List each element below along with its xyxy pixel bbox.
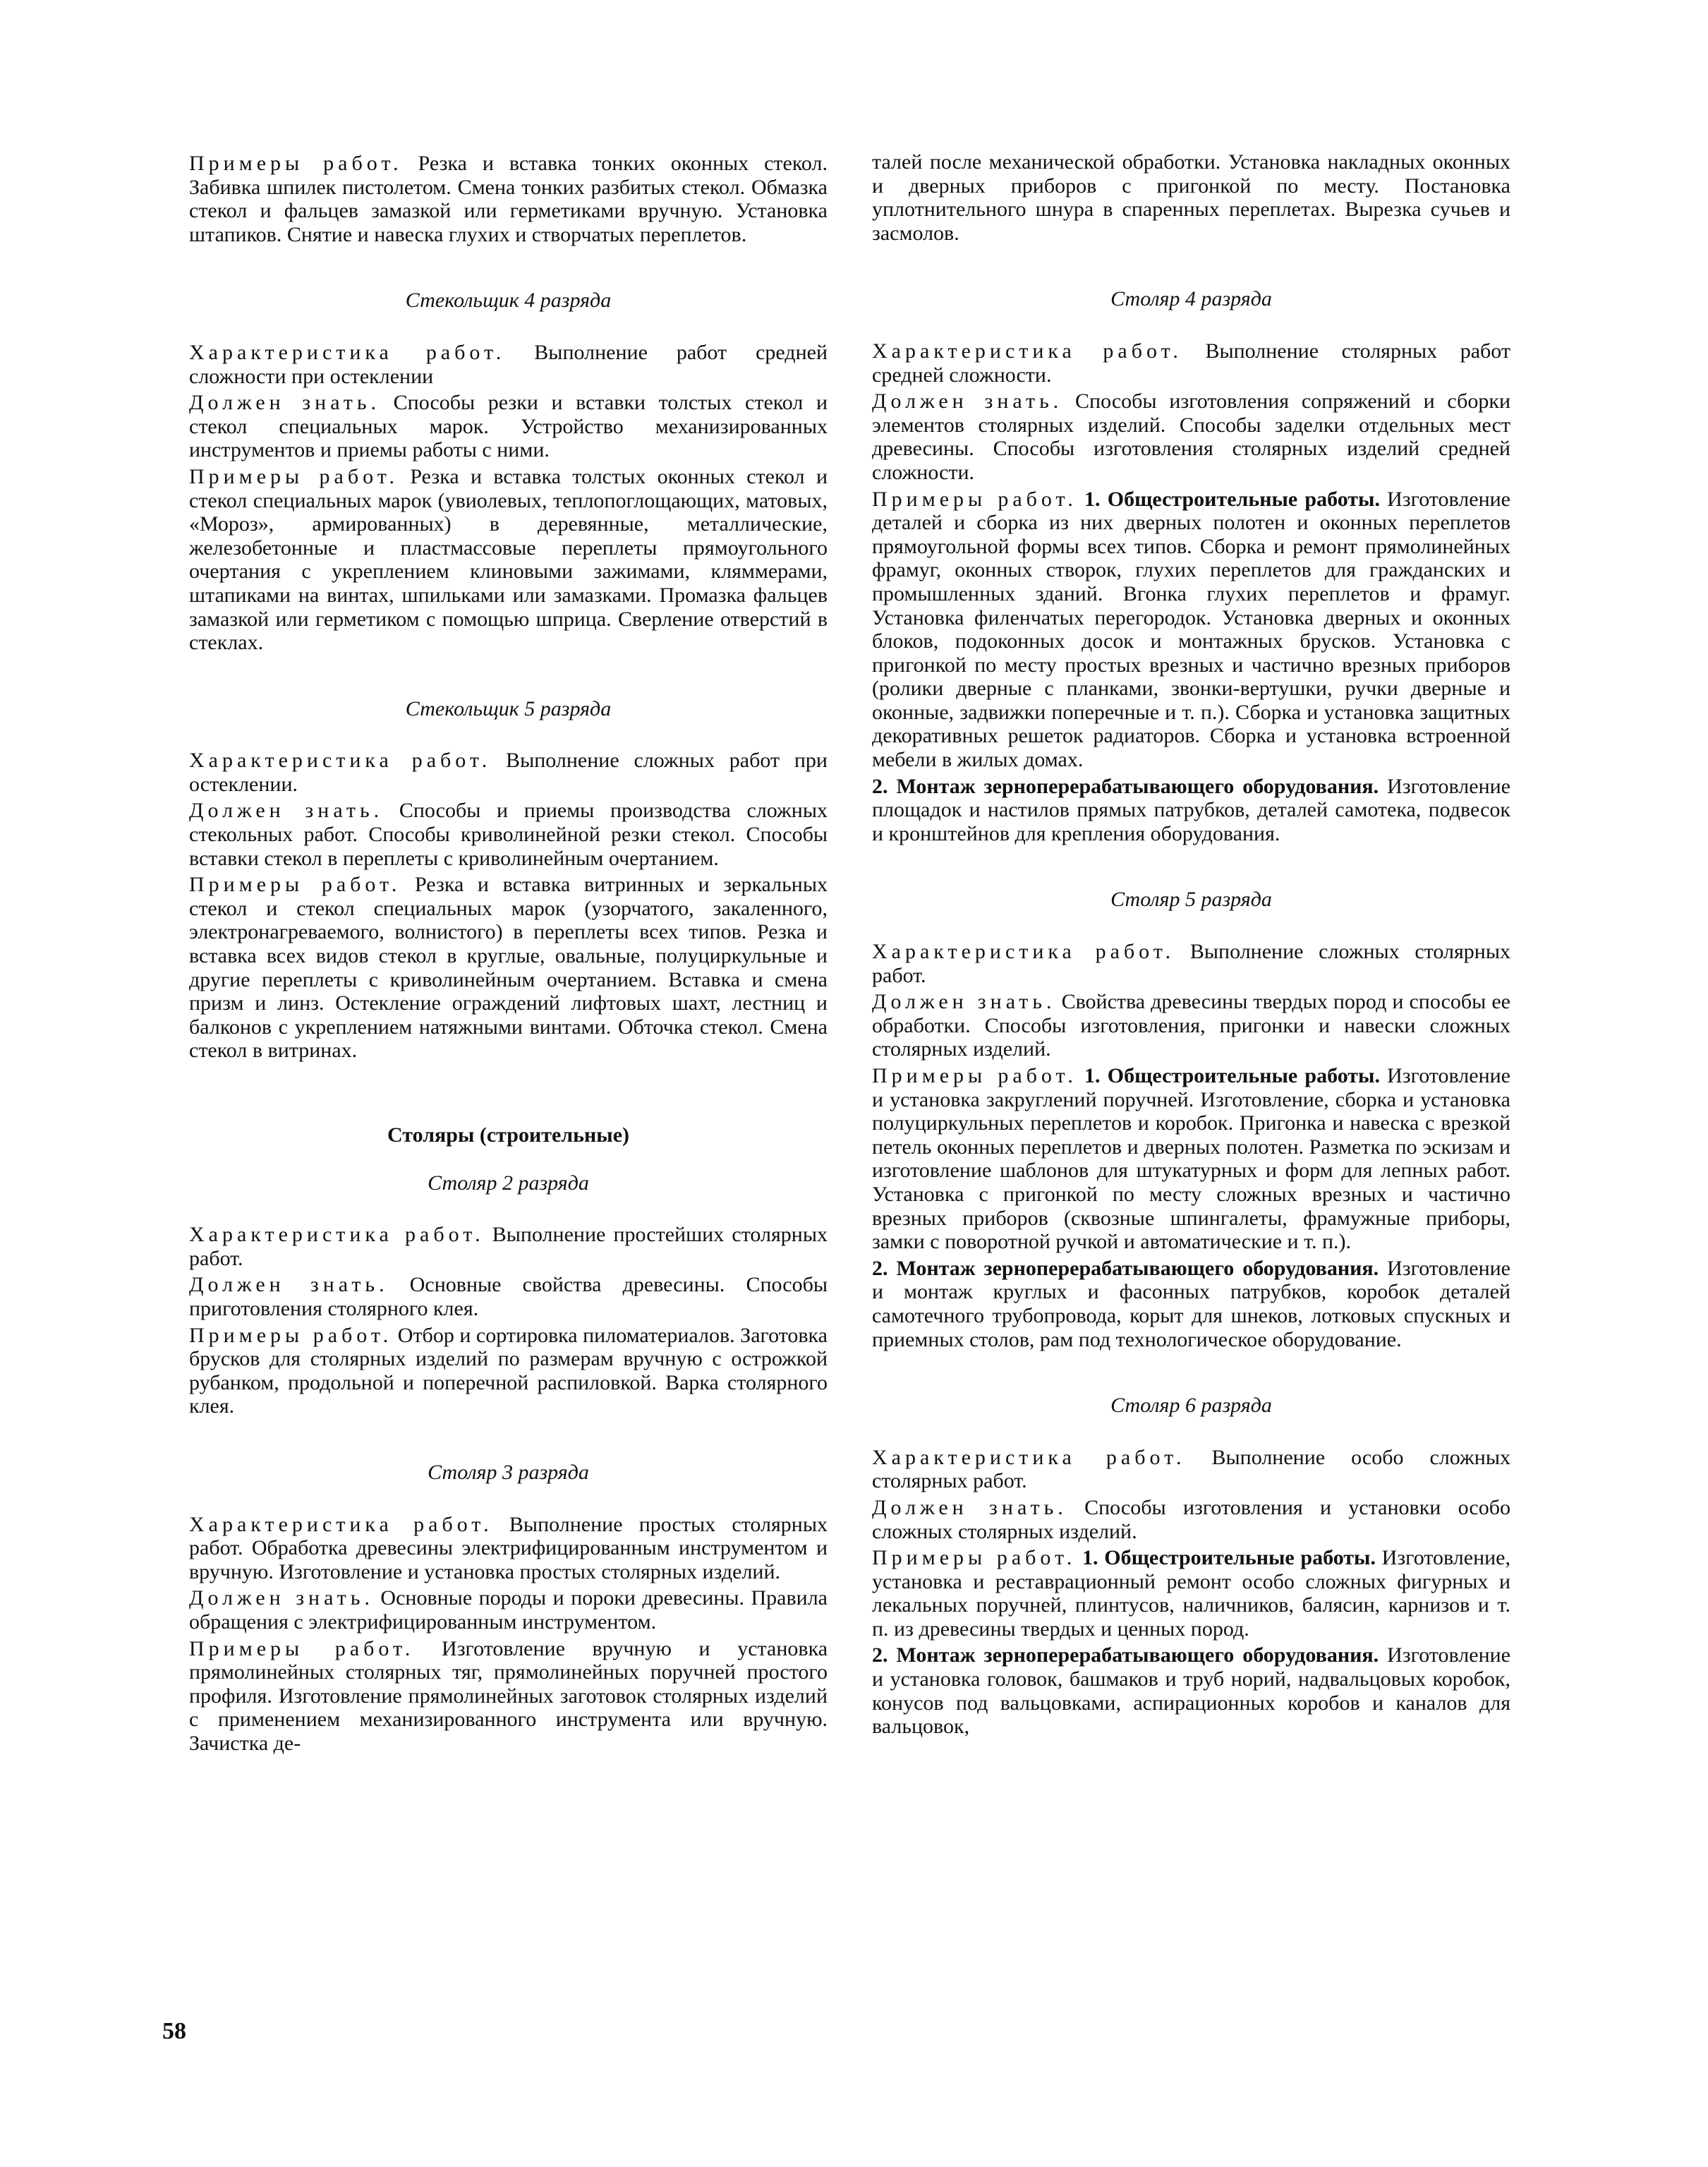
spaced-lead: Характеристика работ.	[189, 749, 492, 773]
paragraph-text: Резка и вставка толстых оконных стекол и стекол специальных марок (увиолевых, теплопоглощающих, матовых, «Мороз», армированных) в деревянные, металлические, железобетонные и пластмассовые переплеты прямоугольного очертания с укреплением клиновыми зажимами, кляммерами, штапиками на винтах, шпильками или замазками. Промазка фальцев замазкой или герметиком с помощью шприца. Сверление отверстий в стеклах.	[189, 464, 828, 655]
paragraph-text: Выполнение столярных работ средней сложности.	[872, 339, 1510, 387]
spaced-lead: Должен знать.	[872, 990, 1056, 1014]
heading-joiner-3: Столяр 3 разряда	[428, 1460, 589, 1484]
paragraph-text: Изготовление деталей и сборка из них дверных полотен и оконных переплетов прямоугольной формы всех типов. Сборка и ремонт прямолинейных фрамуг, оконных створок, глухих переплетов для гражданских и промышленных зданий. Вгонка глухих переплетов и фрамуг. Установка филенчатых перегородок. Установка дверных и оконных блоков, подоконных досок и монтажных брусков. Установка с пригонкой по месту простых врезных и частично врезных приборов (ролики дверные с планками, звонки-вертушки, ручки дверные и оконные, задвижки поперечные и т. п.). Сборка и установка защитных декоративных решеток радиаторов. Сборка и установка встроенной мебели в жилых домах.	[872, 487, 1510, 772]
bold-label: 2. Монтаж зерноперерабатывающего оборудования.	[872, 774, 1379, 798]
paragraph-examples-2	[872, 1643, 1510, 1738]
paragraph-text: Выполнение сложных столярных работ.	[872, 940, 1510, 987]
paragraph-examples-glazier3	[189, 152, 828, 246]
paragraph-text: Изготовление площадок и настилов прямых патрубков, деталей самотека, подвесок и кронштейнов для крепления оборудования.	[872, 774, 1510, 845]
page-number: 58	[162, 2018, 186, 2044]
paragraph-text: Выполнение особо сложных столярных работ.	[872, 1445, 1510, 1493]
paragraph-must-know	[189, 391, 828, 462]
bold-label: 2. Монтаж зерноперерабатывающего оборудования.	[872, 1643, 1379, 1667]
bold-label: 1. Общестроительные работы.	[1076, 1546, 1376, 1570]
paragraph-examples	[189, 873, 828, 1063]
paragraph-must-know	[189, 799, 828, 870]
paragraph-examples-2	[872, 1257, 1510, 1351]
bold-label: 1. Общестроительные работы.	[1077, 487, 1380, 511]
paragraph-characteristic	[872, 1446, 1510, 1493]
paragraph-text: Основные свойства древесины. Способы приготовления столярного клея.	[189, 1273, 828, 1320]
spaced-lead: Должен знать.	[872, 1495, 1067, 1519]
spaced-lead: Должен знать.	[189, 391, 381, 415]
paragraph-text: Изготовление и установка закруглений поручней. Изготовление, сборка и установка полуциркульных переплетов и коробок. Пригонка и навеска с врезкой петель оконных переплетов и дверных полотен. Разметка по эскизам и изготовление шаблонов для штукатурных и форм для лепных работ. Установка с пригонкой по месту сложных врезных и частично врезных приборов (сквозные шпингалеты, фрамужные приборы, замки с поворотной ручкой и автоматические и т. п.).	[872, 1064, 1510, 1254]
paragraph-text: Способы и приемы производства сложных стекольных работ. Способы криволинейной резки стекол. Способы вставки стекол в переплеты с криволинейным очертанием.	[189, 799, 828, 870]
spaced-lead: Примеры работ.	[872, 487, 1077, 511]
paragraph-characteristic	[872, 940, 1510, 987]
paragraph-text: Отбор и сортировка пиломатериалов. Заготовка брусков для столярных изделий по размерам вручную с острожкой рубанком, продольной и поперечной распиловкой. Варка столярного клея.	[189, 1323, 828, 1418]
spaced-lead: Примеры работ.	[189, 464, 399, 488]
paragraph-characteristic	[189, 341, 828, 388]
spaced-lead: Примеры работ.	[872, 1546, 1077, 1570]
paragraph-must-know	[872, 990, 1510, 1061]
paragraph-characteristic	[872, 339, 1510, 387]
paragraph-characteristic	[189, 749, 828, 796]
bold-label: 1. Общестроительные работы.	[1077, 1064, 1380, 1087]
spaced-lead: Характеристика работ.	[189, 1512, 493, 1536]
paragraph-examples	[189, 465, 828, 655]
paragraph-text: Изготовление вручную и установка прямолинейных столярных тяг, прямолинейных поручней простого профиля. Изготовление прямолинейных заготовок столярных изделий с применением механизированного инструмента или вручную. Зачистка де-	[189, 1636, 828, 1755]
spaced-lead: Характеристика работ.	[189, 340, 506, 364]
paragraph-text: Резка и вставка витринных и зеркальных стекол и стекол специальных марок (узорчатого, закаленного, электронагреваемого, волнистого) в переплеты всех типов. Резка и вставка всех видов стекол в круглые, овальные, полуциркульные и другие переплеты с криволинейным очертанием. Вставка и смена призм и линз. Остекление ограждений лифтовых шахт, лестниц и балконов с укреплением натяжными винтами. Обточка стекол. Смена стекол в витринах.	[189, 873, 828, 1063]
paragraph-text: Способы изготовления и установки особо сложных столярных изделий.	[872, 1495, 1510, 1543]
spaced-lead: Характеристика работ.	[872, 940, 1175, 964]
paragraph-text: Способы резки и вставки толстых стекол и стекол специальных марок. Устройство механизированных инструментов и приемы работы с ними.	[189, 391, 828, 462]
paragraph-text: Выполнение сложных работ при остеклении.	[189, 749, 828, 796]
section-title-joiners: Столяры (строительные)	[387, 1123, 630, 1147]
paragraph-examples-2	[872, 775, 1510, 846]
paragraph-text: Выполнение простых столярных работ. Обработка древесины электрифицированным инструментом и вручную. Изготовление и установка простых столярных изделий.	[189, 1512, 828, 1583]
spaced-lead: Характеристика работ.	[189, 1223, 485, 1247]
heading-joiner-6: Столяр 6 разряда	[1110, 1394, 1272, 1418]
bold-label: 2. Монтаж зерноперерабатывающего оборудования.	[872, 1256, 1379, 1280]
spaced-lead: Примеры работ.	[872, 1064, 1077, 1087]
paragraph-examples	[872, 1064, 1510, 1254]
spaced-lead: Примеры работ.	[189, 1636, 415, 1660]
heading-joiner-2: Столяр 2 разряда	[428, 1171, 589, 1195]
spaced-lead: Примеры работ.	[189, 152, 403, 175]
spaced-lead: Должен знать.	[189, 1273, 389, 1297]
paragraph-text: Выполнение простейших столярных работ.	[189, 1223, 828, 1270]
paragraph-continuation: талей после механической обработки. Установка накладных оконных и дверных приборов с пригонкой по месту. Постановка уплотнительного шнура в спаренных переплетах. Вырезка сучьев и засмолов.	[872, 150, 1510, 245]
paragraph-must-know	[872, 390, 1510, 484]
paragraph-text: Резка и вставка тонких оконных стекол. Забивка шпилек пистолетом. Смена тонких разбитых стекол. Обмазка стекол и фальцев замазкой или герметиками вручную. Установка штапиков. Снятие и навеска глухих и створчатых переплетов.	[189, 152, 828, 246]
paragraph-text: Основные породы и пороки древесины. Правила обращения с электрифицированным инструментом.	[189, 1586, 828, 1634]
paragraph-text: Способы изготовления сопряжений и сборки элементов столярных изделий. Способы заделки отдельных мест древесины. Способы изготовления столярных изделий средней сложности.	[872, 390, 1510, 484]
paragraph-examples	[189, 1637, 828, 1756]
paragraph-examples	[872, 1546, 1510, 1641]
paragraph-must-know	[189, 1273, 828, 1320]
spaced-lead: Должен знать.	[872, 390, 1063, 414]
paragraph-text: Изготовление и монтаж круглых и фасонных патрубков, коробок деталей самотечного трубопровода, корыт для шнеков, лотковых спускных и приемных столов, рам под технологическое оборудование.	[872, 1256, 1510, 1351]
spaced-lead: Должен знать.	[189, 799, 384, 823]
paragraph-characteristic	[189, 1223, 828, 1270]
heading-joiner-4: Столяр 4 разряда	[1110, 287, 1272, 311]
paragraph-text: Изготовление и установка головок, башмаков и труб норий, надвальцовых коробок, конусов под вальцовками, аспирационных коробов и каналов для вальцовок,	[872, 1643, 1510, 1739]
paragraph-text: Изготовление, установка и реставрационный ремонт особо сложных фигурных и лекальных поручней, плинтусов, наличников, балясин, карнизов и т. п. из древесины твердых и ценных пород.	[872, 1546, 1510, 1641]
spaced-lead: Должен знать.	[189, 1586, 374, 1610]
paragraph-examples	[189, 1324, 828, 1418]
spaced-lead: Примеры работ.	[189, 873, 401, 897]
heading-glazier-4: Стекольщик 4 разряда	[405, 289, 612, 313]
paragraph-text: Свойства древесины твердых пород и способы ее обработки. Способы изготовления, пригонки и навески сложных столярных изделий.	[872, 990, 1510, 1061]
heading-glazier-5: Стекольщик 5 разряда	[405, 696, 612, 720]
paragraph-examples	[872, 488, 1510, 772]
paragraph-text: Выполнение работ средней сложности при остеклении	[189, 340, 828, 388]
spaced-lead: Характеристика работ.	[872, 339, 1182, 363]
paragraph-must-know	[189, 1586, 828, 1634]
paragraph-must-know	[872, 1496, 1510, 1543]
left-column	[189, 152, 828, 1755]
heading-joiner-5: Столяр 5 разряда	[1110, 888, 1272, 912]
paragraph-characteristic	[189, 1513, 828, 1584]
spaced-lead: Примеры работ.	[189, 1323, 393, 1347]
spaced-lead: Характеристика работ.	[872, 1445, 1186, 1469]
right-column	[872, 150, 1510, 1739]
